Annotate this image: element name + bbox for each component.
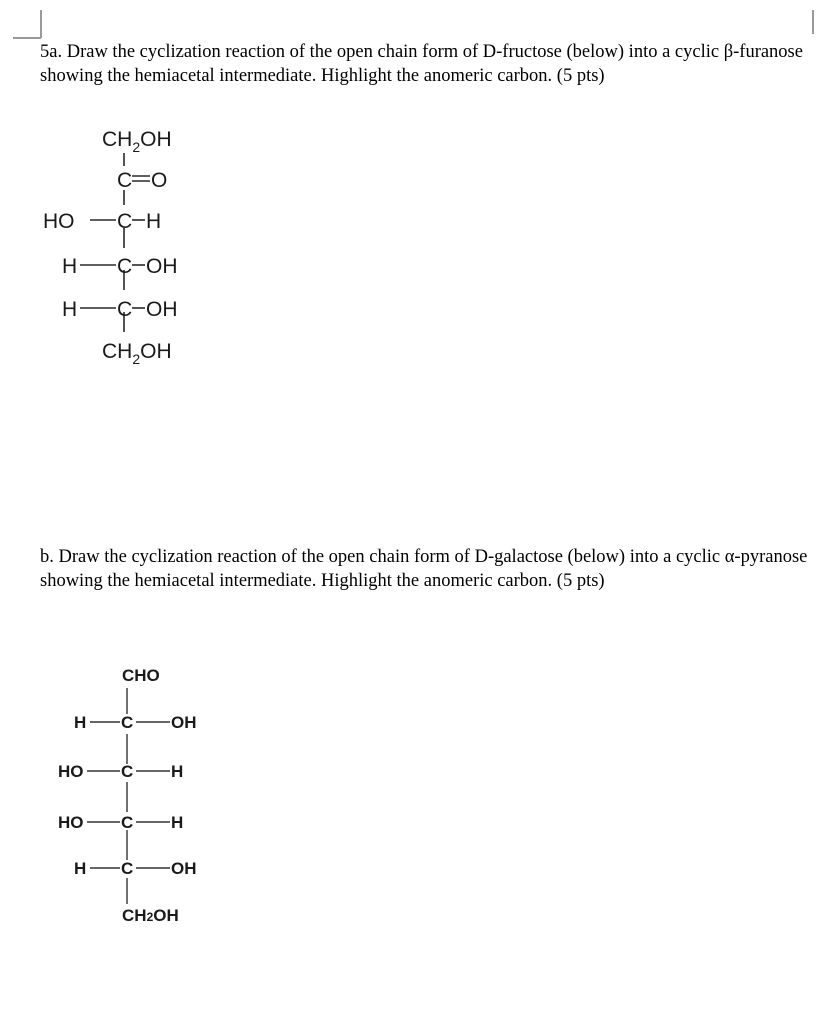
gal-c2-carbon: C — [121, 713, 134, 732]
gal-c5-left: H — [74, 859, 87, 878]
gal-bottom-group: CH2OH — [122, 906, 179, 925]
fru-c3-left: HO — [43, 210, 75, 233]
fru-c3-right: H — [146, 210, 162, 233]
question-a-text: 5a. Draw the cyclization reaction of the open chain form of D-fructose (below) into a cyclic β-furanose showing the hemiacetal intermediate. Highlight the anomeric carbon. (5 pts) — [40, 42, 803, 86]
fru-c2-oxygen: O — [151, 169, 168, 192]
gal-c5-right: OH — [171, 859, 197, 878]
gal-top-aldehyde: CHO — [122, 666, 160, 685]
gal-c4-carbon: C — [121, 813, 134, 832]
fru-c2-carbon: C — [117, 169, 133, 192]
gal-c5-carbon: C — [121, 859, 134, 878]
gal-c2-right: OH — [171, 713, 197, 732]
gal-c4-left: HO — [58, 813, 84, 832]
fru-bottom-group: $CH_2OH$ — [102, 340, 172, 367]
fru-c4-left: H — [62, 255, 78, 278]
gal-c3-carbon: C — [121, 762, 134, 781]
gal-c2-left: H — [74, 713, 87, 732]
fru-c5-right: OH — [146, 298, 178, 321]
question-b-text: b. Draw the cyclization reaction of the open chain form of D-galactose (below) into a cyclic α-pyranose showing the hemiacetal intermediate. Highlight the anomeric carbon. (5 pts) — [40, 547, 808, 591]
fru-c4-carbon: C — [117, 255, 133, 278]
fru-c5-carbon: C — [117, 298, 133, 321]
fru-c4-right: OH — [146, 255, 178, 278]
fru-top-group: $CH_2OH$ — [102, 128, 172, 155]
gal-c3-right: H — [171, 762, 184, 781]
fru-c5-left: H — [62, 298, 78, 321]
fru-c3-carbon: C — [117, 210, 133, 233]
gal-c3-left: HO — [58, 762, 84, 781]
gal-c4-right: H — [171, 813, 184, 832]
